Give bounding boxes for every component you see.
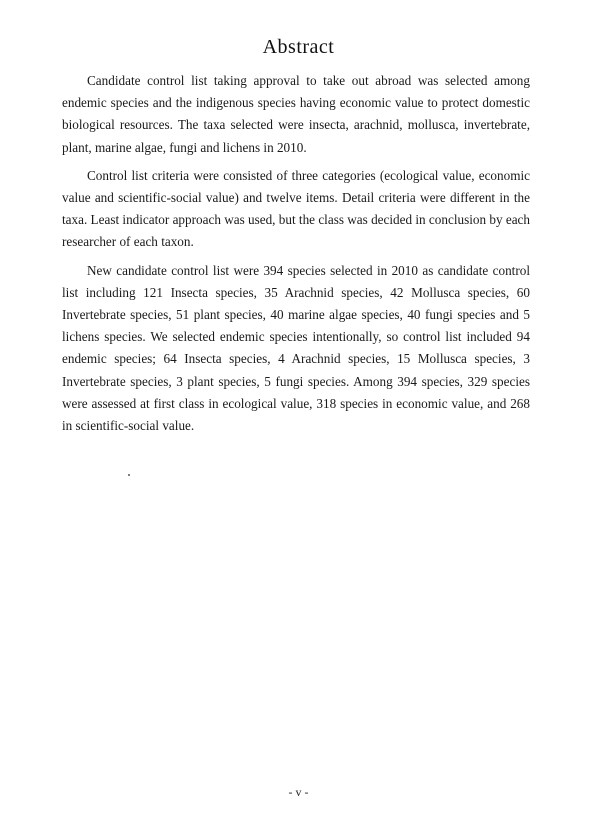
abstract-paragraph-3: New candidate control list were 394 species selected in 2010 as candidate control list including 121 Insecta species, 35 Arachnid species, 42 Mollusca species, 60 Invertebrate species, 51 plant species, 40 marine algae species, 40 fungi species and 5 lichens species. We selected endemic species intentionally, so control list included 94 endemic species; 64 Insecta species, 4 Arachnid species, 15 Mollusca species, 3 Invertebrate species, 3 plant species, 5 fungi species. Among 394 species, 329 species were assessed at first class in ecological value, 318 species in economic value, and 268 in scientific-social value. [62,262,530,434]
abstract-body [62,70,530,443]
page-number: - v - [288,785,309,799]
page-title: Abstract [262,36,335,58]
abstract-paragraph-1: Candidate control list taking approval to take out abroad was selected among endemic species and the indigenous species having economic value to protect domestic biological resources. The taxa selected were insecta, arachnid, mollusca, invertebrate, plant, marine algae, fungi and lichens in 2010. [62,73,530,155]
stray-mark [128,474,130,476]
abstract-paragraph-2: Control list criteria were consisted of three categories (ecological value, economic value and scientific-social value) and twelve items. Detail criteria were different in the taxa. Least indicator approach was used, but the class was decided in conclusion by each researcher of each taxon. [62,167,530,250]
